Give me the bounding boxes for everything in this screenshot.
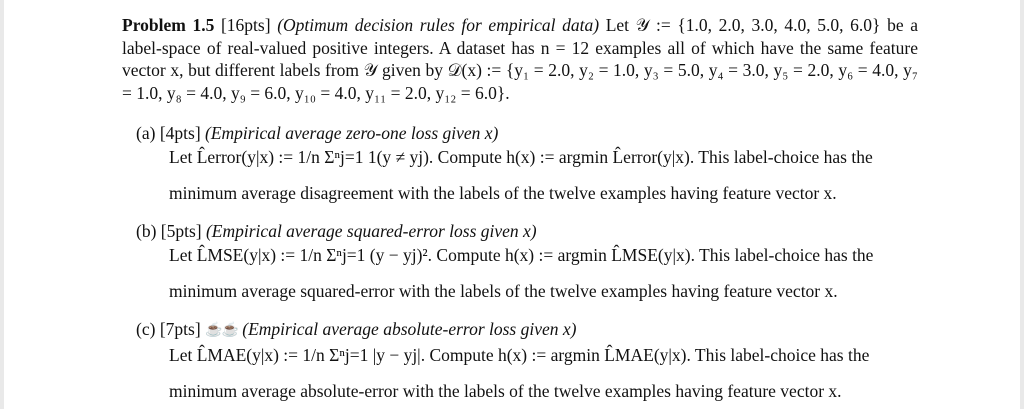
part-a-points: [4pts] — [159, 123, 201, 143]
problem-title: (Optimum decision rules for empirical data) — [277, 15, 600, 35]
part-a-description: minimum average disagreement with the labels of the twelve examples having feature vector x. — [169, 183, 837, 203]
part-c-description: minimum average absolute-error with the labels of the twelve examples having feature vector x. — [169, 381, 842, 401]
problem-text-line1: Let 𝒴 := {1.0, 2.0, 3.0, 4.0, 5.0, 6.0} be — [605, 15, 904, 35]
part-b-description: minimum average squared-error with the labels of the twelve examples having feature vector x. — [169, 281, 838, 301]
part-a-formula: Let L̂error(y|x) := 1/n Σⁿj=1 1(y ≠ yj). Compute h(x) := argmin L̂error(y|x). This label-choice has the — [169, 147, 873, 167]
part-c-heading — [136, 318, 918, 342]
coffee-cup-icon: ☕☕ — [205, 323, 238, 338]
part-c-body — [169, 342, 918, 402]
part-c-title: (Empirical average absolute-error loss given x) — [242, 319, 577, 339]
part-a-heading — [136, 122, 918, 144]
problem-text-line4: 2.0, y₆ = 4.0, y₇ = 1.0, y₈ = 4.0, y₉ = 6.0, y₁₀ = 4.0, y₁₁ = 2.0, y₁₂ = 6.0}. — [122, 60, 919, 103]
problem-label: Problem 1.5 — [122, 15, 215, 35]
part-a-body — [169, 144, 918, 204]
left-border — [0, 0, 4, 409]
part-a — [122, 122, 918, 204]
right-border — [1020, 0, 1024, 409]
part-b — [122, 220, 918, 302]
problem-statement — [122, 14, 918, 104]
part-a-title: (Empirical average zero-one loss given x) — [205, 123, 499, 143]
part-c-letter: (c) — [136, 319, 156, 339]
problem-text-line3: feature vector x, but different labels from 𝒴 given by 𝒟(x) := {y₁ = 2.0, y₂ = 1.0, y₃ = 5.0, y₄ = 3.0, y₅ = — [122, 37, 918, 80]
part-b-letter: (b) — [136, 221, 157, 241]
part-c-points: [7pts] — [159, 319, 201, 339]
problem-document — [122, 14, 918, 402]
part-c-formula: Let L̂MAE(y|x) := 1/n Σⁿj=1 |y − yj|. Compute h(x) := argmin L̂MAE(y|x). This label-choice has the — [169, 345, 870, 365]
problem-text-line2: a label-space of real-valued positive integers. A dataset has n = 12 examples all of which have the same — [122, 15, 919, 58]
part-a-letter: (a) — [136, 123, 156, 143]
part-b-heading — [136, 220, 918, 242]
part-b-body — [169, 242, 918, 302]
part-b-points: [5pts] — [160, 221, 202, 241]
part-b-formula: Let L̂MSE(y|x) := 1/n Σⁿj=1 (y − yj)². Compute h(x) := argmin L̂MSE(y|x). This label-choice has the — [169, 245, 874, 265]
part-b-title: (Empirical average squared-error loss given x) — [205, 221, 537, 241]
problem-points: [16pts] — [220, 15, 271, 35]
part-c — [122, 318, 918, 402]
